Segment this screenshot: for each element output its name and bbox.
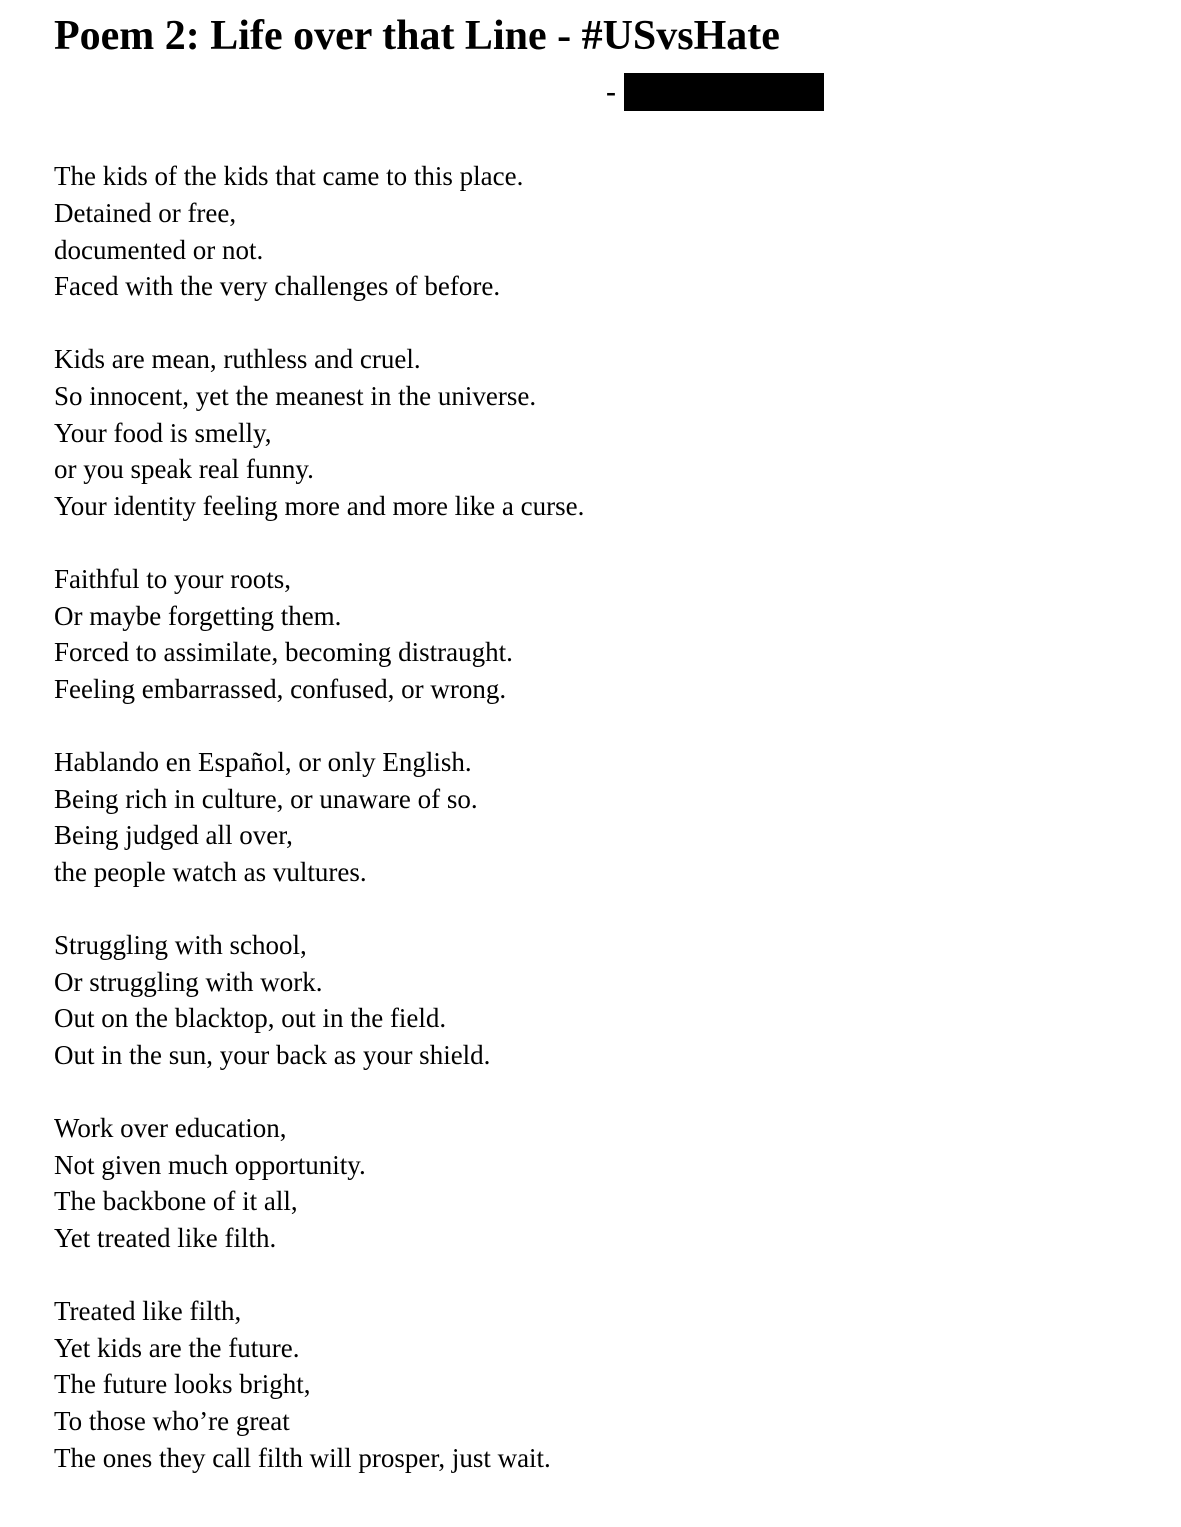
poem-line: or you speak real funny.	[54, 454, 314, 485]
poem-line: The kids of the kids that came to this place.	[54, 161, 524, 191]
poem-line: Struggling with school,	[54, 929, 307, 960]
redacted-author-name	[624, 73, 824, 111]
poem-line: Out on the blacktop, out in the field.	[54, 1003, 447, 1034]
stanza	[54, 561, 1134, 708]
poem-line: Or maybe forgetting them.	[54, 600, 342, 631]
poem-line: Faithful to your roots,	[54, 563, 291, 594]
poem-line: Being rich in culture, or unaware of so.	[54, 783, 478, 814]
poem-title: Poem 2: Life over that Line - #USvsHate	[54, 13, 780, 59]
poem-line: Or struggling with work.	[54, 966, 323, 997]
stanza	[54, 1293, 1134, 1477]
poem-line: Feeling embarrassed, confused, or wrong.	[54, 674, 507, 704]
poem-line: Yet kids are the future.	[54, 1332, 300, 1363]
stanza	[54, 158, 1134, 305]
poem-line: Detained or free,	[54, 197, 237, 228]
poem-line: Out in the sun, your back as your shield.	[54, 1040, 491, 1070]
stanza	[54, 1110, 1134, 1257]
poem-body	[54, 158, 1134, 1513]
stanza	[54, 927, 1134, 1074]
author-byline	[606, 72, 824, 112]
poem-line: documented or not.	[54, 234, 264, 265]
poem-line: The ones they call filth will prosper, just wait.	[54, 1442, 551, 1473]
poem-line: Being judged all over,	[54, 820, 293, 851]
poem-line: the people watch as vultures.	[54, 857, 367, 887]
poem-line: Faced with the very challenges of before.	[54, 271, 501, 302]
poem-line: Kids are mean, ruthless and cruel.	[54, 344, 421, 374]
poem-line: The backbone of it all,	[54, 1186, 298, 1217]
poem-line: Forced to assimilate, becoming distraught.	[54, 637, 513, 668]
poem-line: So innocent, yet the meanest in the universe.	[54, 380, 537, 411]
poem-line: To those who’re great	[54, 1406, 290, 1436]
poem-line: The future looks bright,	[54, 1369, 311, 1400]
poem-line: Yet treated like filth.	[54, 1223, 277, 1253]
poem-line: Your food is smelly,	[54, 417, 272, 448]
poem-line: Treated like filth,	[54, 1295, 242, 1326]
stanza	[54, 341, 1134, 525]
poem-line: Work over education,	[54, 1112, 287, 1143]
byline-dash: -	[606, 75, 616, 108]
poem-line: Your identity feeling more and more like a curse.	[54, 491, 585, 521]
poem-line: Hablando en Español, or only English.	[54, 746, 472, 777]
stanza	[54, 744, 1134, 891]
poem-line: Not given much opportunity.	[54, 1149, 366, 1180]
